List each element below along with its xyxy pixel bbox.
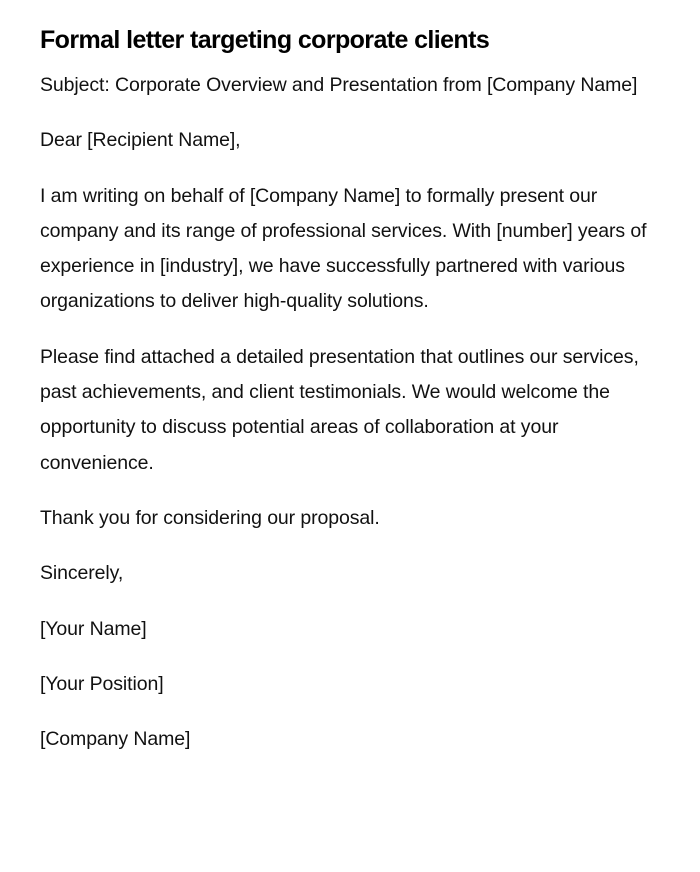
- document-title: Formal letter targeting corporate clients: [40, 26, 490, 54]
- signature-name: [Your Name]: [40, 617, 147, 640]
- body-paragraph-intro: I am writing on behalf of [Company Name] to formally present our company and its range of professional services. With [number] years of experience in [industry], we have successfully partnered with various organizations to deliver high-quality solutions.: [40, 184, 647, 313]
- subject-line: Subject: Corporate Overview and Presentation from [Company Name]: [40, 74, 638, 96]
- thank-you-line: Thank you for considering our proposal.: [40, 506, 380, 529]
- salutation: Dear [Recipient Name],: [40, 129, 241, 152]
- signature-position: [Your Position]: [40, 672, 164, 695]
- body-paragraph-attachment: Please find attached a detailed presentation that outlines our services, past achievements, and client testimonials. We would welcome the opportunity to discuss potential areas of collaboration at your convenience.: [40, 345, 639, 474]
- closing: Sincerely,: [40, 562, 124, 585]
- signature-company: [Company Name]: [40, 728, 191, 751]
